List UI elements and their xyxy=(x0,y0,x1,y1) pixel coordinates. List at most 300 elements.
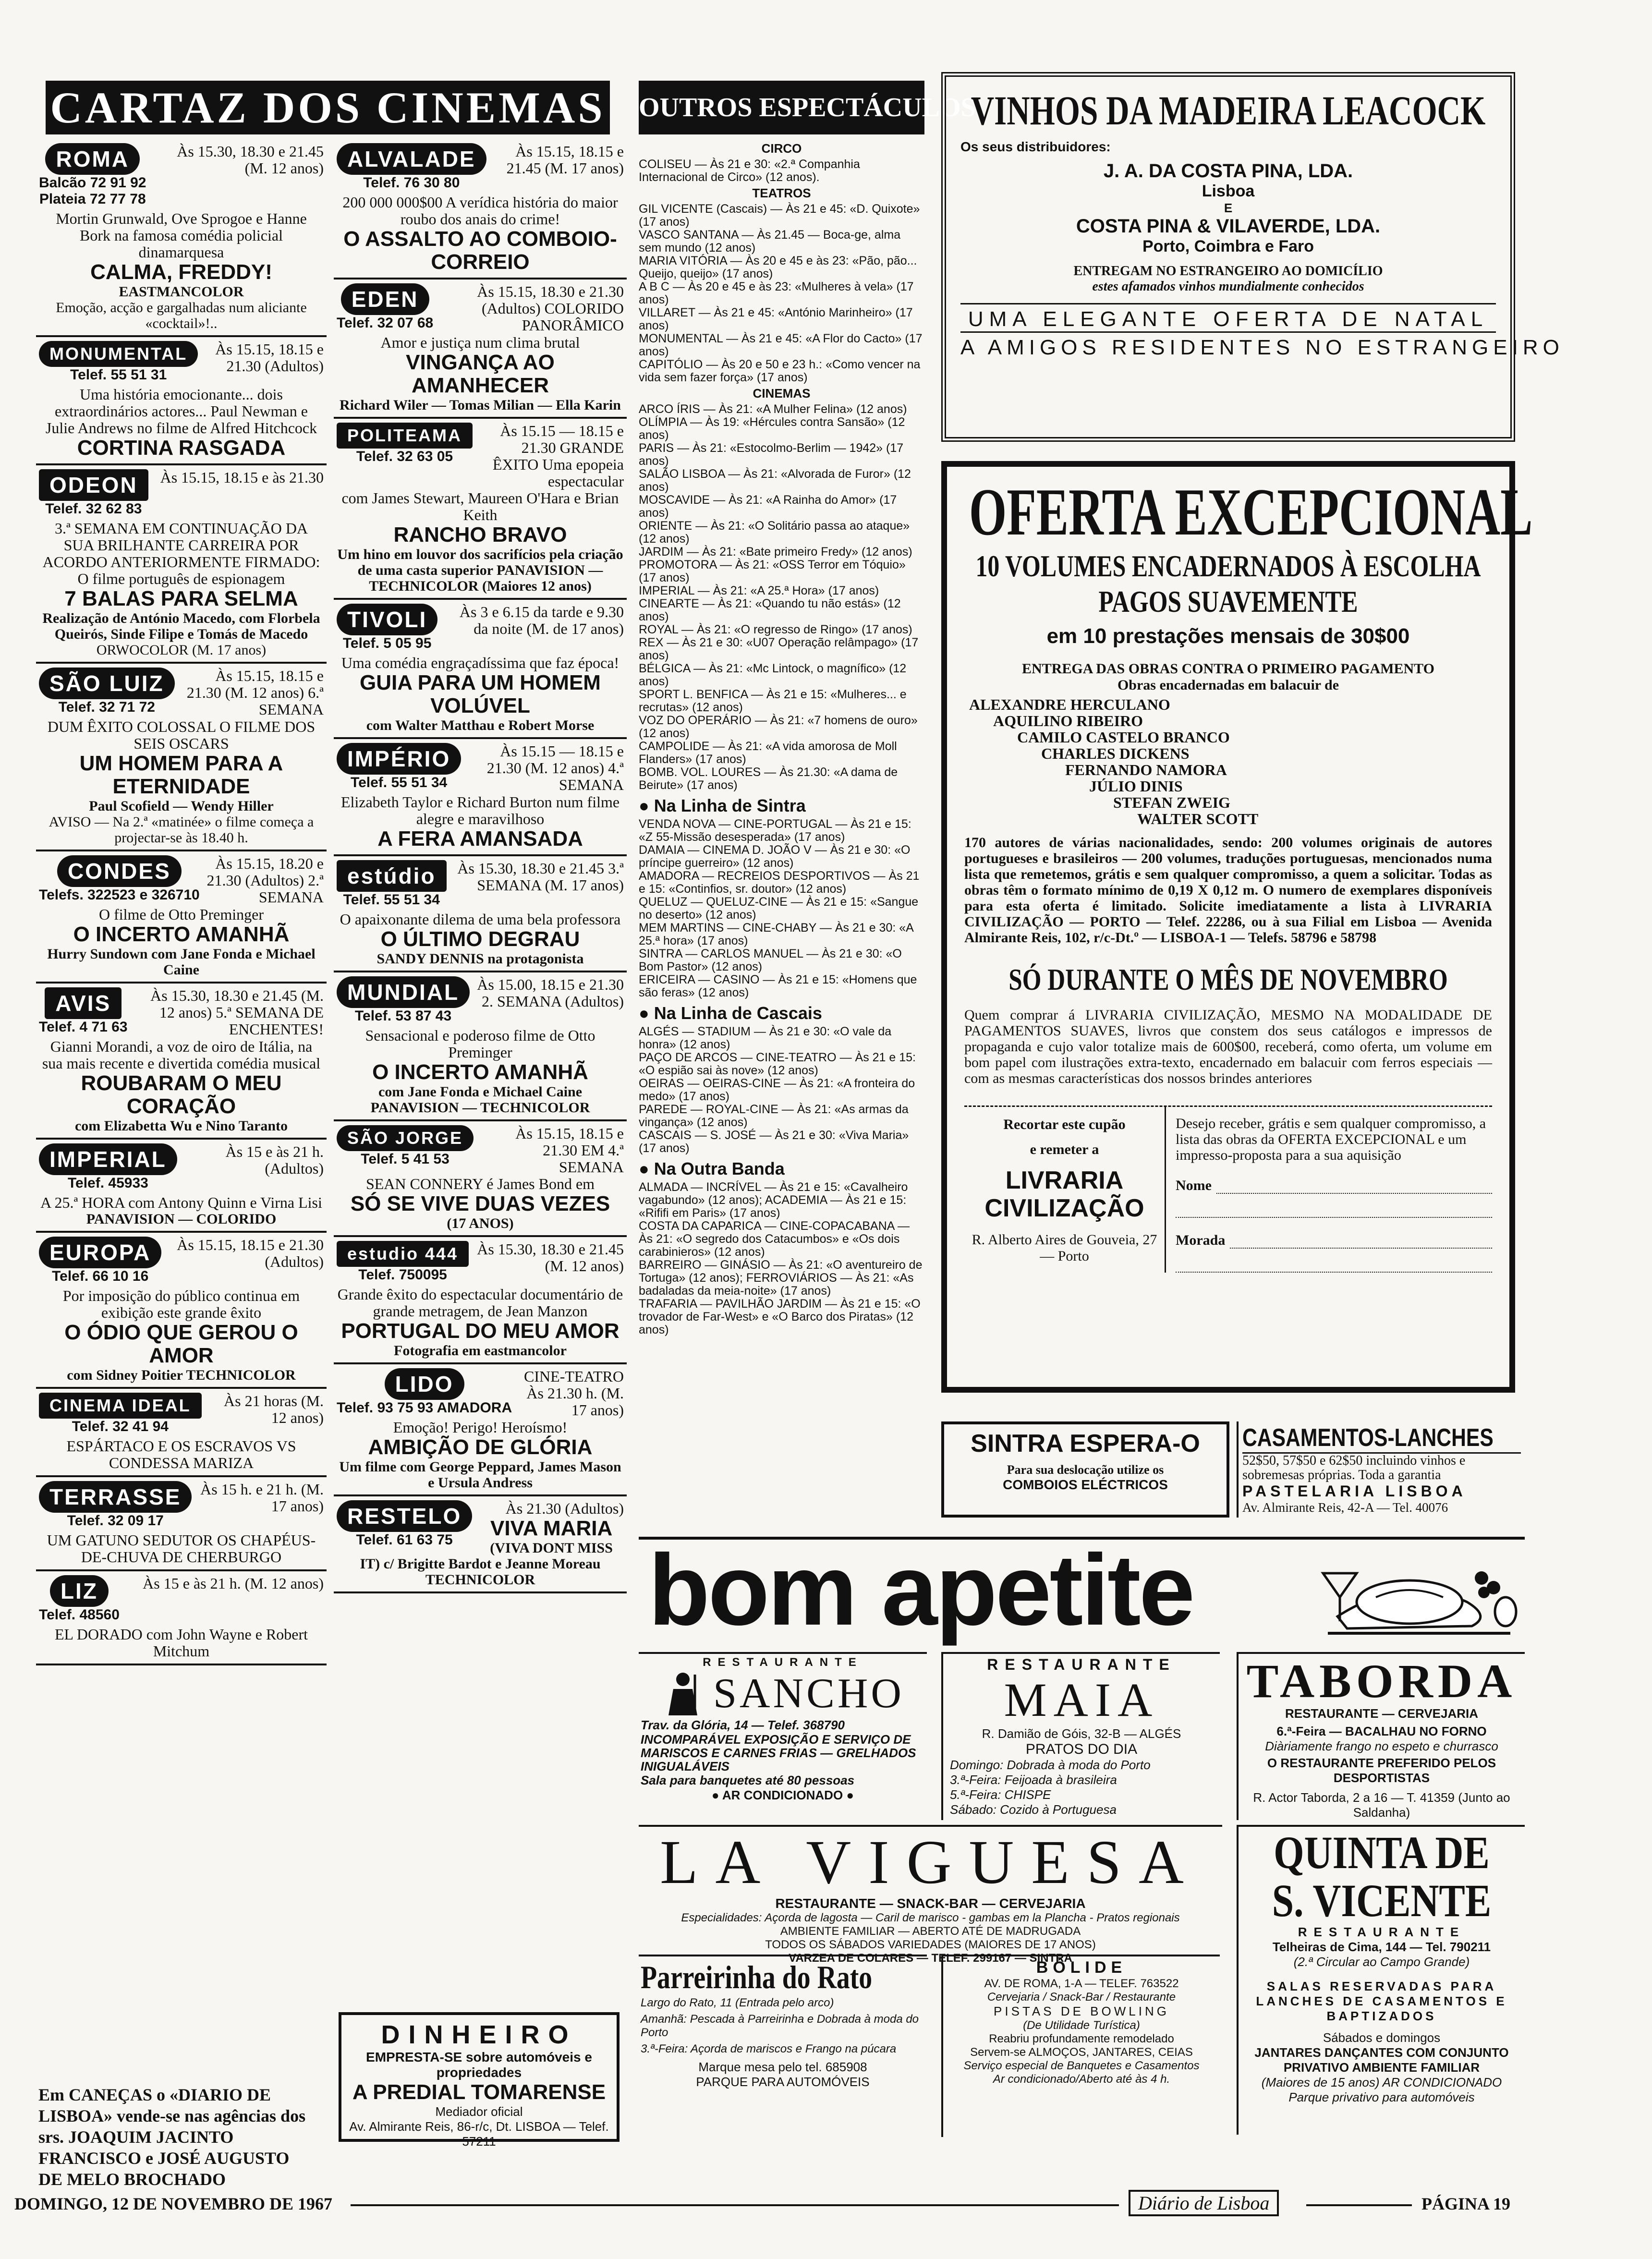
cinema-logo-box xyxy=(337,743,461,791)
cinema-logo-box xyxy=(337,604,437,652)
cinema-telephone: Telef. 32 62 83 xyxy=(45,501,142,517)
cinema-listing-entry: ARCO ÍRIS — Às 21: «A Mulher Felina» (12 anos) xyxy=(639,402,907,416)
dinheiro-addr: Av. Almirante Reis, 86-r/c, Dt. LISBOA — Telef. 57211 xyxy=(349,2119,609,2149)
film-title: AMBIÇÃO DE GLÓRIA xyxy=(368,1435,593,1459)
cinema-logo-box xyxy=(39,341,198,383)
quinta-ad xyxy=(1237,1825,1525,2135)
film-title: CORTINA RASGADA xyxy=(77,436,286,460)
cinema-showtimes: Às 15.15 — 18.15 e 21.30 (M. 12 anos) 4.ª SEMANA xyxy=(486,742,624,793)
cinema-telephone: Telef. 66 10 16 xyxy=(52,1268,149,1284)
cinema-note: ORWOCOLOR (M. 17 anos) xyxy=(96,642,267,658)
sintra-entry: SINTRA — CARLOS MANUEL — Às 21 e 30: «O Bom Pastor» (12 anos) xyxy=(639,947,902,973)
oferta-p2: Obras encadernadas em balacuir de xyxy=(1117,677,1339,693)
cinema-logo-box xyxy=(39,1143,177,1191)
dinheiro-sub2: Mediador oficial xyxy=(435,2104,523,2119)
film-title: RANCHO BRAVO xyxy=(393,523,567,547)
taborda-sub: RESTAURANTE — CERVEJARIA xyxy=(1285,1706,1479,1721)
film-credits: EASTMANCOLOR xyxy=(119,284,244,300)
cinema-column-2 xyxy=(334,139,627,2003)
viguesa-line4: VARZEA DE COLARES — TELEF. 299167 — SINTRA xyxy=(789,1952,1072,1965)
coupon-text: Desejo receber, grátis e sem qualquer compromisso, a lista das obras da OFERTA EXCEPCIONAL e um impresso-proposta para a sua aquisição xyxy=(1176,1116,1486,1163)
cinema-telephone: Telef. 32 09 17 xyxy=(67,1513,164,1529)
sintra-line2: COMBOIOS ELÉCTRICOS xyxy=(1003,1477,1168,1492)
outros-header: OUTROS ESPECTÁCULOS xyxy=(639,81,924,134)
parreirinha-line1: Amanhã: Pescada à Parreirinha e Dobrada à moda do Porto xyxy=(641,2013,919,2039)
cinema-listing-entry: CINEARTE — Às 21: «Quando tu não estás» (12 anos) xyxy=(639,597,901,623)
leacock-note1: ENTREGAM NO ESTRANGEIRO AO DOMICÍLIO xyxy=(1073,264,1383,279)
cinema-ad xyxy=(334,739,627,856)
leacock-ad xyxy=(941,72,1564,442)
cinema-logo-box xyxy=(337,143,486,191)
sancho-ad xyxy=(639,1652,927,1820)
parreirinha-line3: Marque mesa pelo tel. 685908 xyxy=(698,2060,867,2074)
cinema-ad xyxy=(334,1496,627,1593)
quinta-line5: Parque privativo para automóveis xyxy=(1288,2090,1475,2104)
cinema-logo: MONUMENTAL xyxy=(39,341,198,367)
taborda-name: TABORDA xyxy=(1246,1654,1517,1708)
cinema-logo: TERRASSE xyxy=(39,1481,192,1513)
leacock-title: VINHOS DA MADEIRA LEACOCK xyxy=(971,87,1486,134)
film-credits: SANDY DENNIS na protagonista xyxy=(377,951,584,967)
teatros-title: TEATROS xyxy=(752,186,811,200)
author-name: AQUILINO RIBEIRO xyxy=(993,712,1143,729)
cinema-ad xyxy=(36,1389,327,1477)
cinema-description: Grande êxito do espectacular documentário de grande metragem, de Jean Manzon xyxy=(337,1286,623,1320)
cinema-ad xyxy=(334,1364,627,1496)
sintra-entry: ERICEIRA — CASINO — Às 21 e 15: «Homens que são feras» (12 anos) xyxy=(639,973,917,999)
cinema-description: O apaixonante dilema de uma bela professora xyxy=(340,911,621,928)
cinema-description: Amor e justiça num clima brutal xyxy=(380,334,580,351)
cinema-ad xyxy=(36,984,327,1140)
footer-paper: Diário de Lisboa xyxy=(1129,2190,1279,2216)
cinema-logo-box xyxy=(337,976,470,1024)
cinema-logo-box xyxy=(39,469,148,517)
cinema-showtimes: Às 15.30, 18.30 e 21.45 3.ª SEMANA (M. 17 anos) xyxy=(457,860,624,894)
parreirinha-name: Parreirinha do Rato xyxy=(641,1959,873,1995)
leacock-line1: UMA ELEGANTE OFERTA DE NATAL xyxy=(960,303,1496,331)
cinema-ad xyxy=(334,972,627,1121)
casamentos-text: 52$50, 57$50 e 62$50 incluindo vinhos e sobremesas próprias. Toda a garantia xyxy=(1242,1452,1521,1482)
bolide-name: BÓLIDE xyxy=(1036,1958,1127,1977)
leacock-d2loc: Porto, Coimbra e Faro xyxy=(1142,237,1314,255)
coupon-name-label: Nome xyxy=(1176,1178,1212,1193)
footer-date: DOMINGO, 12 DE NOVEMBRO DE 1967 xyxy=(14,2194,333,2213)
cinema-telephone: Telef. 32 41 94 xyxy=(72,1419,169,1434)
cinema-logo: IMPERIAL xyxy=(39,1143,177,1175)
oferta-body2: Quem comprar á LIVRARIA CIVILIZAÇÃO, MESMO NA MODALIDADE DE PAGAMENTOS SUAVES, livros que constem dos seus catálogos e impressos de propaganda e cujo valor totalize mais de 600$00, receberá, como oferta, um volume em bom papel com ilustrações extra-texto, encadernado em balacuir com ferros especiais — com as mesmas características dos nossos brindes anteriores xyxy=(964,1007,1492,1086)
cinema-showtimes: Às 15 h. e 21 h. (M. 17 anos) xyxy=(200,1481,324,1515)
cinema-ad xyxy=(36,1233,327,1389)
film-credits: com Jane Fonda e Michael Caine PANAVISION — TECHNICOLOR xyxy=(370,1084,590,1116)
maia-ad xyxy=(941,1652,1220,1820)
parreirinha-line4: PARQUE PARA AUTOMÓVEIS xyxy=(696,2075,870,2089)
oferta-sub3: em 10 prestações mensais de 30$00 xyxy=(1046,624,1410,648)
cinema-logo: SÃO LUIZ xyxy=(39,668,175,699)
film-credits: Um filme com George Peppard, James Mason e Ursula Andress xyxy=(339,1459,621,1491)
sintra-entry: QUELUZ — QUELUZ-CINE — Às 21 e 15: «Sangue no deserto» (12 anos) xyxy=(639,895,919,922)
cinema-listing-entry: PARIS — Às 21: «Estocolmo-Berlim — 1942» (17 anos) xyxy=(639,441,904,468)
cinema-telephone: Telef. 5 05 95 xyxy=(342,635,432,651)
cinema-logo: CONDES xyxy=(57,855,182,887)
knight-icon xyxy=(661,1670,705,1718)
cinema-listing-entry: PROMOTORA — Às 21: «OSS Terror em Tóquio» (17 anos) xyxy=(639,558,906,584)
cinema-description: DUM ÊXITO COLOSSAL O FILME DOS SEIS OSCARS xyxy=(47,718,316,752)
cinema-telephone: Telef. 750095 xyxy=(358,1267,447,1283)
cinema-logo: LIDO xyxy=(385,1368,464,1400)
film-credits: com Elizabetta Wu e Nino Taranto xyxy=(74,1118,288,1134)
cinema-listing-entry: BÉLGICA — Às 21: «Mc Lintock, o magnífico» (12 anos) xyxy=(639,662,907,688)
sancho-logo-row xyxy=(641,1669,925,1718)
cinema-ad xyxy=(334,600,627,739)
cinema-ad xyxy=(36,1477,327,1571)
cinema-showtimes: Às 15.15, 18.15 e 21.30 (M. 12 anos) 6.ª SEMANA xyxy=(186,667,324,718)
cinema-description: Sensacional e poderoso filme de Otto Preminger xyxy=(365,1027,595,1061)
cinema-logo-box xyxy=(337,283,433,331)
taborda-ad xyxy=(1237,1652,1525,1820)
bolide-line2: PISTAS DE BOWLING xyxy=(994,2004,1169,2018)
sancho-addr: Trav. da Glória, 14 — Telef. 368790 xyxy=(641,1718,845,1732)
cinema-seat-price: Balcão 72 91 92 xyxy=(39,175,146,191)
film-credits: com Walter Matthau e Robert Morse xyxy=(366,717,595,733)
casamentos-title: CASAMENTOS-LANCHES xyxy=(1242,1424,1494,1452)
film-title: PORTUGAL DO MEU AMOR xyxy=(341,1319,620,1343)
film-title: GUIA PARA UM HOMEM VOLÚVEL xyxy=(360,671,601,717)
dinheiro-title: DINHEIRO xyxy=(381,2020,577,2049)
footer-rule-left xyxy=(351,2204,1119,2206)
cinema-ad xyxy=(334,419,627,600)
cinema-ad xyxy=(36,1571,327,1665)
bolide-ad xyxy=(941,1955,1220,2137)
cascais-entry: CASCAIS — S. JOSÉ — Às 21 e 30: «Viva Maria» (17 anos) xyxy=(639,1129,909,1155)
sancho-line1: INCOMPARÁVEL EXPOSIÇÃO E SERVIÇO DE MARISCOS E CARNES FRIAS — GRELHADOS INIGUALÁVEIS xyxy=(641,1732,916,1773)
cinema-listing-entry: ORIENTE — Às 21: «O Solitário passa ao ataque» (12 anos) xyxy=(639,519,910,546)
cinema-description: Por imposição do público continua em exibição este grande êxito xyxy=(62,1287,300,1321)
cinema-listing-entry: SALÃO LISBOA — Às 21: «Alvorada de Furor» (12 anos) xyxy=(639,467,911,494)
film-credits: com Sidney Poitier TECHNICOLOR xyxy=(67,1367,296,1383)
sancho-line2: Sala para banquetes até 80 pessoas xyxy=(641,1773,855,1787)
cinema-description: com James Stewart, Maureen O'Hara e Brian Keith xyxy=(341,489,619,523)
cinema-description: Uma comédia engraçadíssima que faz época! xyxy=(341,654,620,671)
quinta-line1: SALAS RESERVADAS PARA LANCHES DE CASAMENTOS E BAPTIZADOS xyxy=(1256,1979,1507,2023)
oferta-only: SÓ DURANTE O MÊS DE NOVEMBRO xyxy=(1008,962,1448,996)
outros-column xyxy=(639,139,924,1590)
cinema-description: 200 000 000$00 A verídica história do maior roubo dos anais do crime! xyxy=(342,194,618,228)
viguesa-line3: TODOS OS SÁBADOS VARIEDADES (MAIORES DE 17 ANOS) xyxy=(765,1938,1096,1951)
taborda-line3: O RESTAURANTE PREFERIDO PELOS DESPORTISTAS xyxy=(1267,1756,1496,1785)
author-name: FERNANDO NAMORA xyxy=(1065,761,1227,778)
cinema-description: O filme de Otto Preminger xyxy=(98,906,264,923)
cinema-ad xyxy=(334,1237,627,1364)
dinheiro-name: A PREDIAL TOMARENSE xyxy=(352,2080,606,2104)
cinema-logo: IMPÉRIO xyxy=(337,743,461,775)
cinema-description: Mortin Grunwald, Ove Sprogoe e Hanne Bork na famosa comédia policial dinamarquesa xyxy=(56,210,307,261)
cascais-entry: OEIRAS — OEIRAS-CINE — Às 21: «A fronteira do medo» (17 anos) xyxy=(639,1077,915,1103)
taborda-addr: R. Actor Taborda, 2 a 16 — T. 41359 (Junto ao Saldanha) xyxy=(1253,1790,1510,1820)
bolide-line1: Cervejaria / Snack-Bar / Restaurante xyxy=(987,1991,1176,2004)
viguesa-sub: RESTAURANTE — SNACK-BAR — CERVEJARIA xyxy=(775,1896,1086,1911)
quinta-addr2: (2.ª Circular ao Campo Grande) xyxy=(1293,1955,1470,1969)
cinema-logo: CINEMA IDEAL xyxy=(39,1393,202,1419)
cinema-logo: ROMA xyxy=(45,143,140,175)
cinema-ad xyxy=(36,139,327,337)
cinema-logo-box xyxy=(39,1575,120,1623)
cinema-description: UM GATUNO SEDUTOR OS CHAPÉUS-DE-CHUVA DE CHERBURGO xyxy=(47,1531,316,1566)
cinemas-title: CINEMAS xyxy=(753,386,811,401)
cinema-ad xyxy=(36,851,327,984)
author-name: STEFAN ZWEIG xyxy=(1113,794,1230,811)
cinema-ad xyxy=(334,279,627,419)
canecas-note: Em CANEÇAS o «DIARIO DE LISBOA» vende-se nas agências dos srs. JOAQUIM JACINTO FRANCISCO e JOSÉ AUGUSTO DE MELO BROCHADO xyxy=(38,2085,306,2189)
cinema-logo: ODEON xyxy=(39,469,148,501)
coupon-line2: e remeter a xyxy=(1030,1142,1099,1157)
cinema-listing-entry: ROYAL — Às 21: «O regresso de Ringo» (17 anos) xyxy=(639,623,912,636)
casamentos-ad xyxy=(1237,1421,1525,1518)
film-credits: (VIVA DONT MISS IT) c/ Brigitte Bardot e Jeanne Moreau TECHNICOLOR xyxy=(360,1540,613,1588)
film-title: ROUBARAM O MEU CORAÇÃO xyxy=(81,1071,282,1118)
sintra-title: ● Na Linha de Sintra xyxy=(639,796,806,815)
coupon-line1: Recortar este cupão xyxy=(1003,1117,1126,1132)
quinta-pre: RESTAURANTE xyxy=(1298,1925,1466,1939)
cinema-column-1 xyxy=(36,139,327,2027)
cinema-note: Emoção, acção e gargalhadas num aliciante «cocktail»!.. xyxy=(56,300,307,331)
cinema-description: A 25.ª HORA com Antony Quinn e Virna Lisi xyxy=(40,1194,322,1211)
cinema-telephone: Telef. 61 63 75 xyxy=(356,1532,453,1548)
parreirinha-line2: 3.ª-Feira: Açorda de mariscos e Frango na púcara xyxy=(641,2042,897,2055)
leacock-line2: A AMIGOS RESIDENTES NO ESTRANGEIRO xyxy=(960,331,1496,360)
cinema-logo: AVIS xyxy=(45,987,121,1019)
cinema-logo-box xyxy=(39,1237,161,1285)
footer-page: PÁGINA 19 xyxy=(1421,2194,1511,2213)
cinema-ad xyxy=(36,465,327,664)
outra-banda-entry: BARREIRO — GINÁSIO — Às 21: «O aventureiro de Tortuga» (12 anos); FERROVIÁRIOS — Às 21: «As badaladas da meia-noite» (17 anos) xyxy=(639,1258,923,1298)
leacock-d2: COSTA PINA & VILAVERDE, LDA. xyxy=(1076,216,1381,237)
cinema-showtimes: Às 15.15, 18.30 e 21.30 (Adultos) COLORIDO PANORÂMICO xyxy=(477,283,624,334)
sintra-title: SINTRA ESPERA-O xyxy=(971,1430,1200,1457)
cinema-logo: estúdio xyxy=(337,860,447,892)
cinema-description: EL DORADO com John Wayne e Robert Mitchum xyxy=(54,1626,308,1660)
film-credits: Realização de António Macedo, com Florbela Queirós, Sinde Filipe e Tomás de Macedo xyxy=(42,610,320,642)
cinema-showtimes: Às 15.00, 18.15 e 21.30 2. SEMANA (Adultos) xyxy=(477,976,624,1010)
cascais-entry: ALGÉS — STADIUM — Às 21 e 30: «O vale da honra» (12 anos) xyxy=(639,1025,892,1051)
film-title: VINGANÇA AO AMANHECER xyxy=(406,351,555,397)
teatro-entry: VASCO SANTANA — Às 21.45 — Boca-ge, alma sem mundo (12 anos) xyxy=(639,228,901,255)
sancho-line3: ● AR CONDICIONADO ● xyxy=(711,1788,854,1802)
film-title: 7 BALAS PARA SELMA xyxy=(64,587,298,610)
cinema-description: Gianni Morandi, a voz de oiro de Itália, na sua mais recente e divertida comédia musical xyxy=(42,1038,321,1072)
cinema-showtimes: Às 21.30 (Adultos) xyxy=(505,1500,624,1517)
cinema-logo-box xyxy=(337,1368,512,1416)
casamentos-addr: Av. Almirante Reis, 42-A — Tel. 40076 xyxy=(1242,1500,1448,1515)
maia-sub: PRATOS DO DIA xyxy=(1025,1741,1138,1757)
cinema-telephone: Telef. 55 51 31 xyxy=(70,367,167,383)
cascais-title: ● Na Linha de Cascais xyxy=(639,1003,822,1023)
quinta-line3: JANTARES DANÇANTES COM CONJUNTO PRIVATIVO AMBIENTE FAMILIAR xyxy=(1254,2045,1509,2075)
cinema-showtimes: CINE-TEATRO Às 21.30 h. (M. 17 anos) xyxy=(524,1368,624,1419)
teatro-entry: GIL VICENTE (Cascais) — Às 21 e 45: «D. Quixote» (17 anos) xyxy=(639,202,920,229)
cinema-showtimes: Às 15.15, 18.15 e 21.30 EM 4.ª SEMANA xyxy=(515,1125,624,1176)
quinta-name1: QUINTA DE xyxy=(1274,1827,1490,1878)
cinema-listing-entry: REX — Às 21 e 30: «U07 Operação relâmpago» (17 anos) xyxy=(639,636,919,662)
cinema-logo: SÃO JORGE xyxy=(337,1125,474,1151)
circo-title: CIRCO xyxy=(761,141,802,156)
teatro-entry: CAPITÓLIO — Às 20 e 50 e 23 h.: «Como vencer na vida sem fazer força» (17 anos) xyxy=(639,358,921,384)
teatro-entry: A B C — Às 20 e 45 e às 23: «Mulheres à vela» (17 anos) xyxy=(639,280,914,306)
cinema-logo-box xyxy=(337,860,447,908)
coupon-address-label: Morada xyxy=(1176,1232,1226,1248)
cinema-showtimes: Às 15.15, 18.15 e 21.45 (M. 17 anos) xyxy=(506,143,624,177)
film-credits: PANAVISION — COLORIDO xyxy=(86,1211,277,1227)
sintra-entry: AMADORA — RECREIOS DESPORTIVOS — Às 21 e 15: «Continfios, sr. doutor» (12 anos) xyxy=(639,869,920,896)
leacock-d1loc: Lisboa xyxy=(1202,182,1255,200)
cinema-description: ESPÁRTACO E OS ESCRAVOS VS CONDESSA MARIZA xyxy=(66,1437,296,1471)
maia-daily-dish: 3.ª-Feira: Feijoada à brasileira xyxy=(950,1773,1117,1787)
maia-name: MAIA xyxy=(1004,1673,1159,1726)
coupon-address-field[interactable] xyxy=(1176,1232,1492,1249)
viguesa-line2: AMBIENTE FAMILIAR — ABERTO ATÉ DE MADRUGADA xyxy=(780,1925,1081,1938)
coupon-address-line-2[interactable] xyxy=(1176,1249,1492,1273)
author-name: CHARLES DICKENS xyxy=(1041,745,1190,762)
cinema-logo: EDEN xyxy=(341,283,429,315)
cinema-listing-entry: IMPERIAL — Às 21: «A 25.ª Hora» (17 anos) xyxy=(639,584,879,597)
cinema-logo-box xyxy=(39,1481,192,1529)
oferta-ad xyxy=(941,461,1533,1393)
cinema-showtimes: Às 15.30, 18.30 e 21.45 (M. 12 anos) xyxy=(477,1240,624,1275)
sintra-entry: MEM MARTINS — CINE-CHABY — Às 21 e 30: «A 25.ª hora» (17 anos) xyxy=(639,921,913,947)
cinema-logo: RESTELO xyxy=(337,1500,472,1532)
cinema-ad xyxy=(334,1121,627,1237)
film-title: O ÚLTIMO DEGRAU xyxy=(380,927,580,951)
cinemas-header: CARTAZ DOS CINEMAS xyxy=(46,81,610,134)
cinema-logo: MUNDIAL xyxy=(337,976,470,1008)
maia-daily-dish: 5.ª-Feira: CHISPE xyxy=(950,1787,1051,1802)
quinta-addr: Telheiras de Cima, 144 — Tel. 790211 xyxy=(1272,1940,1491,1954)
cinema-logo-box xyxy=(337,1500,472,1548)
coupon-addr: R. Alberto Aires de Gouveia, 27 — Porto xyxy=(972,1232,1157,1264)
bolide-addr: AV. DE ROMA, 1-A — TELEF. 763522 xyxy=(984,1977,1179,1990)
bolide-line7: Ar condicionado/Aberto até às 4 h. xyxy=(993,2073,1170,2086)
oferta-sub2: PAGOS SUAVEMENTE xyxy=(1098,584,1358,619)
cinema-listing-entry: SPORT L. BENFICA — Às 21 e 15: «Mulheres... e recrutas» (12 anos) xyxy=(639,688,907,714)
sancho-name: SANCHO xyxy=(713,1670,904,1717)
maia-addr: R. Damião de Góis, 32-B — ALGÉS xyxy=(982,1726,1181,1741)
cinema-description: Uma história emocionante... dois extraordinários actores... Paul Newman e Julie Andrews no filme de Alfred Hitchcock xyxy=(45,386,317,437)
cinema-ad xyxy=(334,139,627,279)
cinema-listing-entry: MOSCAVIDE — Às 21: «A Rainha do Amor» (17 anos) xyxy=(639,493,897,520)
cinema-telephone: Telef. 76 30 80 xyxy=(363,175,460,191)
film-credits: Paul Scofield — Wendy Hiller xyxy=(89,798,274,814)
author-name: CAMILO CASTELO BRANCO xyxy=(1017,729,1230,746)
viguesa-ad xyxy=(639,1825,1222,1965)
leacock-e: E xyxy=(1224,201,1233,215)
parreirinha-addr: Largo do Rato, 11 (Entrada pelo arco) xyxy=(641,1996,834,2009)
cinema-listing-entry: CAMPOLIDE — Às 21: «A vida amorosa de Moll Flanders» (17 anos) xyxy=(639,740,897,766)
film-credits: (17 ANOS) xyxy=(447,1215,514,1231)
cinema-ad xyxy=(36,1140,327,1233)
cinema-telephone: Telef. 5 41 53 xyxy=(361,1151,449,1167)
oferta-sub1: 10 VOLUMES ENCADERNADOS À ESCOLHA xyxy=(975,549,1481,583)
viguesa-line1: Especialidades: Açorda de lagosta — Caril de marisco - gambas em la Plancha - Pratos regionais xyxy=(681,1911,1180,1924)
cinema-description: 3.ª SEMANA EM CONTINUAÇÃO DA SUA BRILHANTE CARREIRA POR ACORDO ANTERIORMENTE FIRMADO: O filme português de espionagem xyxy=(42,520,320,587)
cinema-seat-price: Plateia 72 77 78 xyxy=(39,191,146,207)
cinema-telephone: Telef. 4 71 63 xyxy=(39,1019,128,1035)
cinema-logo: estudio 444 xyxy=(337,1241,469,1267)
cinema-logo-box xyxy=(337,1241,469,1283)
leacock-d1: J. A. DA COSTA PINA, LDA. xyxy=(1103,160,1353,182)
maia-pre: RESTAURANTE xyxy=(987,1656,1176,1673)
bolide-line4: Reabriu profundamente remodelado xyxy=(989,2032,1174,2045)
oferta-p1: ENTREGA DAS OBRAS CONTRA O PRIMEIRO PAGAMENTO xyxy=(1022,661,1434,677)
cinema-listing-entry: BOMB. VOL. LOURES — Às 21.30: «A dama de Beirute» (17 anos) xyxy=(639,765,898,792)
sintra-entry: VENDA NOVA — CINE-PORTUGAL — Às 21 e 15: «Z 55-Missão desesperada» (17 anos) xyxy=(639,817,911,844)
cinema-logo-box xyxy=(337,1125,474,1167)
cinema-description: Emoção! Perigo! Heroísmo! xyxy=(393,1419,568,1436)
sintra-ad xyxy=(941,1421,1229,1518)
film-title: SÓ SE VIVE DUAS VEZES xyxy=(350,1192,610,1215)
maia-daily-dish: Sábado: Cozido à Portuguesa xyxy=(950,1802,1117,1817)
film-credits: Um hino em louvor dos sacrifícios pela criação de uma casta superior PANAVISION — TECHNICOLOR (Maiores 12 anos) xyxy=(337,547,623,594)
film-title: CALMA, FREDDY! xyxy=(90,260,272,284)
coupon-name-line[interactable] xyxy=(1216,1179,1492,1194)
film-title: VIVA MARIA xyxy=(490,1517,613,1540)
taborda-line2: Diàriamente frango no espeto e churrasco xyxy=(1265,1739,1498,1753)
cinema-showtimes: Às 15.15, 18.20 e 21.30 (Adultos) 2.ª SEMANA xyxy=(206,855,324,906)
maia-daily-dish: Domingo: Dobrada à moda do Porto xyxy=(950,1758,1151,1772)
cinema-showtimes: Às 15.15, 18.15 e 21.30 (Adultos) xyxy=(215,340,324,375)
film-title: O INCERTO AMANHÃ xyxy=(73,923,290,946)
bolide-line3: (De Utilidade Turística) xyxy=(1023,2019,1140,2032)
cinema-logo-box xyxy=(39,1393,202,1435)
cinema-showtimes: Às 15 e às 21 h. (M. 12 anos) xyxy=(143,1575,324,1592)
cinema-listing-entry: VOZ DO OPERÁRIO — Às 21: «7 homens de ouro» (12 anos) xyxy=(639,714,918,740)
coupon-name-line-2[interactable] xyxy=(1176,1194,1492,1218)
cascais-entry: PAREDE — ROYAL-CINE — Às 21: «As armas da vingança» (12 anos) xyxy=(639,1103,909,1129)
cinema-telephone: Telef. 93 75 93 AMADORA xyxy=(337,1400,512,1416)
cinema-telephone: Telef. 55 51 34 xyxy=(343,892,440,908)
film-credits: Fotografia em eastmancolor xyxy=(394,1343,567,1359)
coupon-address-line[interactable] xyxy=(1230,1234,1492,1249)
cinema-telephone: Telefs. 322523 e 326710 xyxy=(39,887,200,903)
banda-title: ● Na Outra Banda xyxy=(639,1159,785,1178)
coupon-name-field[interactable] xyxy=(1176,1178,1492,1194)
cinema-showtimes: Às 21 horas (M. 12 anos) xyxy=(224,1392,324,1426)
cinema-description: SEAN CONNERY é James Bond em xyxy=(365,1175,595,1192)
quinta-line2: Sábados e domingos xyxy=(1323,2030,1441,2045)
oferta-coupon xyxy=(964,1105,1492,1273)
cascais-entry: PAÇO DE ARCOS — CINE-TEATRO — Às 21 e 15: «O espião sai às nove» (12 anos) xyxy=(639,1051,916,1077)
cinema-ad xyxy=(36,664,327,851)
cinema-logo: ALVALADE xyxy=(337,143,486,175)
cinema-logo-box xyxy=(337,423,473,465)
oferta-authors xyxy=(969,696,1492,827)
cinema-showtimes: Às 15.15 — 18.15 e 21.30 GRANDE ÊXITO Uma epopeia espectacular xyxy=(492,422,624,490)
leacock-sub: Os seus distribuidores: xyxy=(960,139,1111,154)
taborda-line1: 6.ª-Feira — BACALHAU NO FORNO xyxy=(1276,1724,1487,1738)
cinema-logo-box xyxy=(39,987,128,1035)
teatro-entry: MONUMENTAL — Às 21 e 45: «A Flor do Cacto» (17 anos) xyxy=(639,332,923,358)
cinema-logo: LIZ xyxy=(50,1575,109,1607)
film-title: O ASSALTO AO COMBOIO-CORREIO xyxy=(343,227,617,274)
cinema-telephone: Telef. 45933 xyxy=(67,1175,148,1191)
teatro-entry: VILLARET — Às 21 e 45: «António Marinheiro» (17 anos) xyxy=(639,306,913,332)
sancho-pre: RESTAURANTE xyxy=(703,1656,863,1669)
outra-banda-entry: TRAFARIA — PAVILHÃO JARDIM — Às 21 e 15: «O trovador de Far-West» e «O Barco dos Piratas» (12 anos) xyxy=(639,1297,921,1336)
bolide-line5: Servem-se ALMOÇOS, JANTARES, CEIAS xyxy=(970,2046,1193,2059)
author-name: JÚLIO DINIS xyxy=(1089,777,1183,795)
oferta-title: OFERTA EXCEPCIONAL xyxy=(969,475,1533,549)
cinema-logo-box xyxy=(39,143,146,207)
bom-apetite-title: bom apetite xyxy=(648,1533,1193,1646)
cinema-telephone: Telef. 32 63 05 xyxy=(356,449,453,464)
